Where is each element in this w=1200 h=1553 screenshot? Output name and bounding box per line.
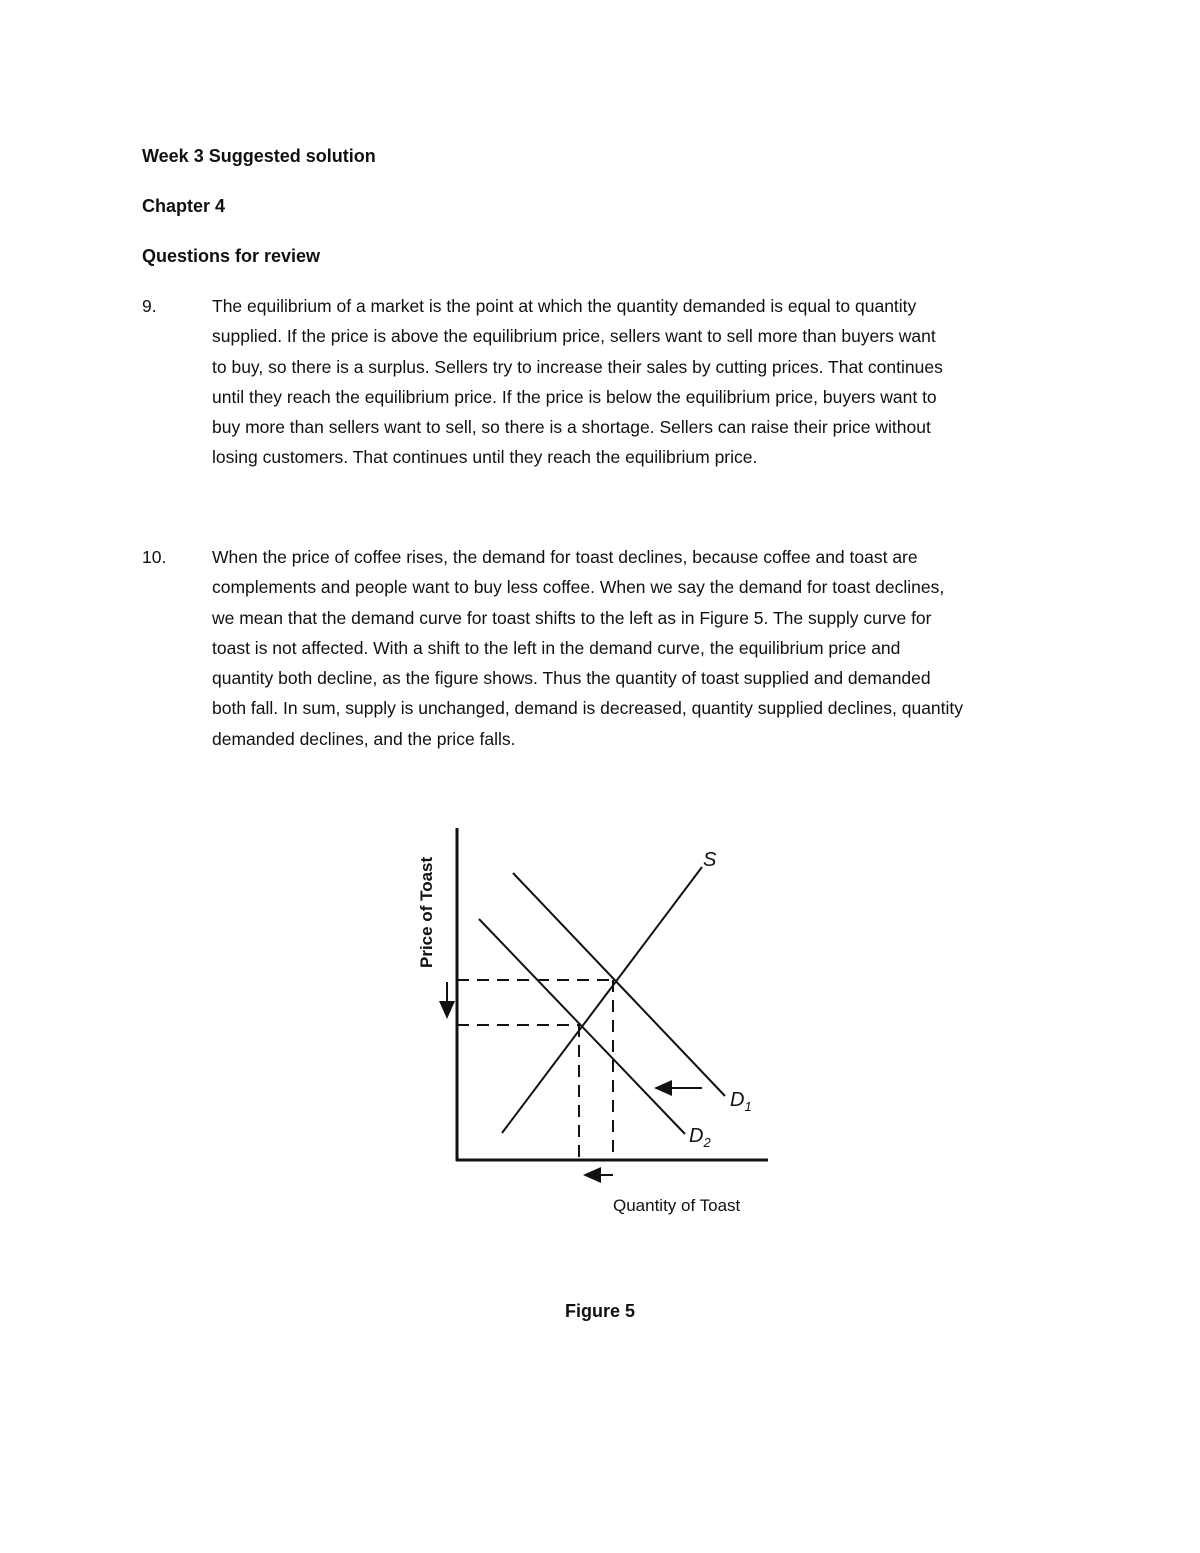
question-9-answer bbox=[212, 291, 1072, 473]
supply-curve bbox=[502, 867, 702, 1133]
answer-line: demanded declines, and the price falls. bbox=[212, 728, 516, 749]
answer-line: The equilibrium of a market is the point at which the quantity demanded is equal to quantity bbox=[212, 296, 917, 316]
question-10-number: 10. bbox=[142, 547, 167, 567]
answer-line: complements and people want to buy less coffee. When we say the demand for toast declines, bbox=[212, 577, 945, 598]
y-axis-label: Price of Toast bbox=[417, 856, 436, 968]
answer-line: quantity both decline, as the figure shows. Thus the quantity of toast supplied and demanded bbox=[212, 668, 931, 689]
chapter-heading: Chapter 4 bbox=[142, 196, 226, 216]
x-axis-label: Quantity of Toast bbox=[613, 1196, 741, 1215]
answer-line: until they reach the equilibrium price. If the price is below the equilibrium price, buyers want to bbox=[212, 386, 937, 407]
answer-line: to buy, so there is a surplus. Sellers try to increase their sales by cutting prices. That continues bbox=[212, 356, 943, 377]
demand-1-label: $D_1$ bbox=[730, 1089, 752, 1114]
answer-line: buy more than sellers want to sell, so there is a shortage. Sellers can raise their price without bbox=[212, 417, 931, 438]
supply-demand-diagram bbox=[400, 815, 800, 1225]
demand-curve-d2 bbox=[479, 919, 685, 1134]
document-title: Week 3 Suggested solution bbox=[142, 146, 376, 166]
answer-line: losing customers. That continues until they reach the equilibrium price. bbox=[212, 447, 758, 468]
supply-demand-figure bbox=[400, 815, 800, 1225]
question-9-number: 9. bbox=[142, 296, 157, 316]
demand-2-label: $D_2$ bbox=[689, 1125, 711, 1150]
answer-line: When the price of coffee rises, the demand for toast declines, because coffee and toast are bbox=[212, 547, 918, 567]
supply-label: S bbox=[703, 849, 717, 871]
answer-line: supplied. If the price is above the equilibrium price, sellers want to sell more than buyers want bbox=[212, 326, 936, 347]
answer-line: both fall. In sum, supply is unchanged, demand is decreased, quantity supplied declines, quantity bbox=[212, 698, 964, 719]
demand-curve-d1 bbox=[513, 873, 725, 1096]
figure-caption: Figure 5 bbox=[564, 1301, 635, 1321]
answer-line: toast is not affected. With a shift to the left in the demand curve, the equilibrium price and bbox=[212, 637, 901, 658]
section-heading: Questions for review bbox=[142, 246, 321, 266]
question-10-answer bbox=[212, 542, 1072, 754]
answer-line: we mean that the demand curve for toast shifts to the left as in Figure 5. The supply curve for bbox=[212, 607, 932, 628]
